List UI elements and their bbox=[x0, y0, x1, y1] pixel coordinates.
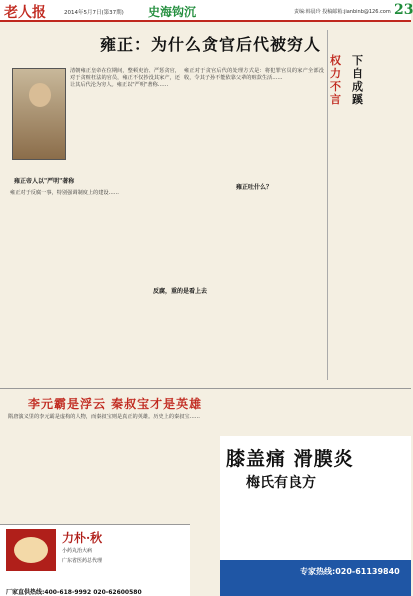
article1-title: 雍正：为什么贪官后代被穷人 bbox=[100, 35, 322, 54]
ad-brand: 力朴·秋 bbox=[62, 531, 103, 545]
article1-paragraph-3: 雍正对于反腐一事，特别强调制度上的建设…… bbox=[10, 190, 119, 196]
column-divider bbox=[327, 30, 328, 380]
article1-paragraph-1: 清朝雍正皇帝在位期间，整顿吏治、严惩贪官，对于贪赃枉法的官员，雍正不仅抄没其家产，还让其后代沦为穷人。雍正以"严明"著称…… bbox=[70, 68, 180, 88]
page-number: 23 bbox=[394, 2, 413, 18]
issue-date: 2014年5月7日(第37期) bbox=[64, 10, 124, 16]
editor-info: 责编:韩晨玲 投稿邮箱:jianbinb@126.com bbox=[294, 9, 391, 15]
section-divider bbox=[0, 388, 411, 389]
ad-subheadline: 梅氏有良方 bbox=[246, 475, 316, 491]
ad-phone: 厂家直供热线:400-618-9992 020-62600580 bbox=[6, 589, 142, 596]
page-header bbox=[0, 0, 411, 22]
ad-line-1: 小药丸治大病 bbox=[62, 548, 93, 554]
article1-subhead-2: 反腐，重的是看上去 bbox=[152, 288, 207, 295]
ad-line-2: 广东省医药总代理 bbox=[62, 558, 103, 564]
emperor-portrait bbox=[12, 68, 66, 160]
ad-telephone: 专家热线:020-61139840 bbox=[300, 567, 400, 576]
article1-paragraph-2: 雍正对于贪官后代的处理方式是：将犯罪官员的家产全部没收，令其子孙不能依靠父辈的赃款生活…… bbox=[184, 68, 324, 81]
article2-title: 李元霸是浮云 秦叔宝才是英雄 bbox=[28, 397, 203, 411]
article2-paragraph-1: 隋唐演义里的李元霸是虚构的人物，而秦叔宝则是真正的英雄。历史上的秦叔宝…… bbox=[8, 414, 200, 420]
medicine-ad bbox=[0, 524, 190, 596]
article1-subhead-1: 雍正吐什么？ bbox=[235, 184, 272, 191]
newspaper-logo: 老人报 bbox=[4, 5, 46, 21]
sidebar-title-red: 权力不言 bbox=[330, 54, 341, 106]
product-image bbox=[6, 529, 56, 571]
knee-pain-ad bbox=[220, 436, 411, 596]
column-name: 史海钩沉 bbox=[148, 5, 197, 19]
ad-headline: 膝盖痛 滑膜炎 bbox=[226, 448, 354, 470]
sidebar-title-black: 下自成蹊 bbox=[352, 54, 363, 106]
portrait-caption: 雍正帝人以"严明"著称 bbox=[14, 178, 75, 185]
